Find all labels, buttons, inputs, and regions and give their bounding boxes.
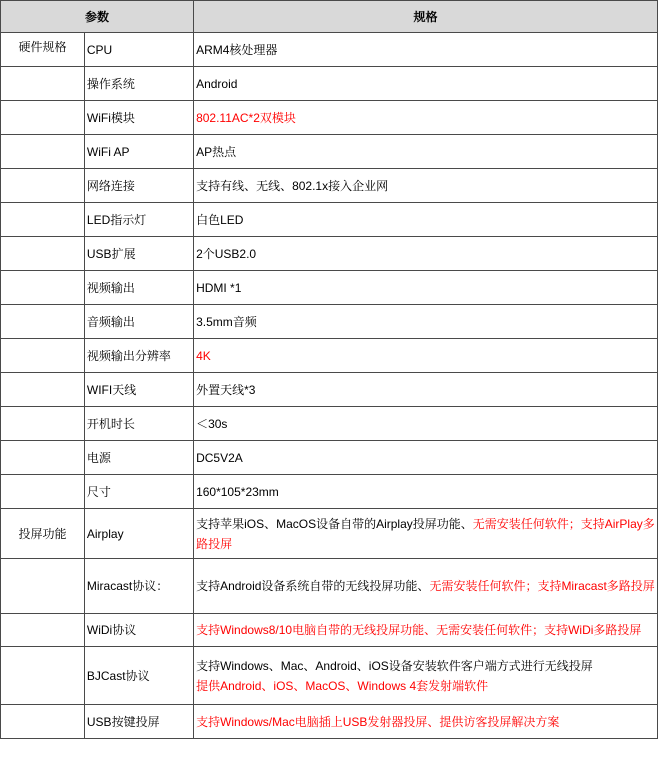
spec-cell: 外置天线*3	[194, 373, 658, 407]
spec-cell: ＜30s	[194, 407, 658, 441]
spec-text-highlight: 提供Android、iOS、MacOS、Windows 4套发射端软件	[196, 678, 489, 693]
table-row	[1, 101, 658, 135]
table-row	[1, 705, 658, 739]
spec-text-highlight: 无需安装任何软件；支持Miracast多路投屏	[429, 579, 655, 593]
group-cell	[1, 305, 85, 339]
param-cell: WiFi模块	[84, 101, 193, 135]
table-row	[1, 237, 658, 271]
spec-cell: AP热点	[194, 135, 658, 169]
table-row	[1, 305, 658, 339]
spec-cell	[194, 509, 658, 559]
spec-cell: HDMI *1	[194, 271, 658, 305]
table-row	[1, 33, 658, 67]
param-cell: 视频输出分辨率	[84, 339, 193, 373]
param-cell: USB按键投屏	[84, 705, 193, 739]
table-row	[1, 169, 658, 203]
group-cell	[1, 67, 85, 101]
spec-cell-highlight: 支持Windows/Mac电脑插上USB发射器投屏、提供访客投屏解决方案	[194, 705, 658, 739]
spec-cell	[194, 559, 658, 614]
table-row	[1, 67, 658, 101]
group-cell	[1, 101, 85, 135]
table-row	[1, 509, 658, 559]
spec-cell: Android	[194, 67, 658, 101]
group-cell	[1, 339, 85, 373]
group-cell	[1, 271, 85, 305]
spec-text-highlight: 无需安装任何软件；支持AirPlay多路投屏	[196, 516, 655, 551]
param-cell: WiFi AP	[84, 135, 193, 169]
param-cell: 电源	[84, 441, 193, 475]
table-row	[1, 614, 658, 647]
param-cell: 网络连接	[84, 169, 193, 203]
group-cell	[1, 475, 85, 509]
group-cell	[1, 647, 85, 705]
table-row	[1, 339, 658, 373]
group-cell	[1, 407, 85, 441]
spec-cell: ARM4核处理器	[194, 33, 658, 67]
param-cell: 操作系统	[84, 67, 193, 101]
table-row	[1, 441, 658, 475]
table-row	[1, 373, 658, 407]
group-cell	[1, 169, 85, 203]
param-cell: USB扩展	[84, 237, 193, 271]
spec-cell: 2个USB2.0	[194, 237, 658, 271]
group-cell	[1, 614, 85, 647]
spec-text: 支持苹果iOS、MacOS设备自带的Airplay投屏功能、	[196, 516, 473, 531]
param-cell: 开机时长	[84, 407, 193, 441]
spec-cell: 160*105*23mm	[194, 475, 658, 509]
group-cell	[1, 237, 85, 271]
group-cell	[1, 705, 85, 739]
param-cell: BJCast协议	[84, 647, 193, 705]
table-row	[1, 647, 658, 705]
spec-cell: DC5V2A	[194, 441, 658, 475]
group-cell	[1, 373, 85, 407]
spec-cell: 支持有线、无线、802.1x接入企业网	[194, 169, 658, 203]
group-hardware: 硬件规格	[1, 33, 85, 67]
table-row	[1, 475, 658, 509]
group-cell	[1, 203, 85, 237]
spec-cell-highlight: 802.11AC*2双模块	[194, 101, 658, 135]
spec-cell-highlight: 支持Windows8/10电脑自带的无线投屏功能、无需安装任何软件；支持WiDi多路投屏	[194, 614, 658, 647]
table-row	[1, 559, 658, 614]
param-cell: LED指示灯	[84, 203, 193, 237]
spec-cell: 3.5mm音频	[194, 305, 658, 339]
param-cell: Miracast协议：	[84, 559, 193, 614]
table-header-row	[1, 1, 658, 33]
param-cell: 视频输出	[84, 271, 193, 305]
group-cell	[1, 559, 85, 614]
table-row	[1, 271, 658, 305]
param-cell: WiDi协议	[84, 614, 193, 647]
table-row	[1, 203, 658, 237]
spec-cell: 白色LED	[194, 203, 658, 237]
header-param: 参数	[1, 1, 194, 33]
param-cell: 尺寸	[84, 475, 193, 509]
spec-cell-highlight: 4K	[194, 339, 658, 373]
param-cell: CPU	[84, 33, 193, 67]
table-row	[1, 407, 658, 441]
param-cell: Airplay	[84, 509, 193, 559]
group-casting: 投屏功能	[1, 509, 85, 559]
spec-text: 支持Windows、Mac、Android、iOS设备安装软件客户端方式进行无线投屏	[196, 658, 593, 673]
group-cell	[1, 441, 85, 475]
spec-cell	[194, 647, 658, 705]
param-cell: WIFI天线	[84, 373, 193, 407]
spec-text: 支持Android设备系统自带的无线投屏功能、	[196, 579, 430, 593]
table-row	[1, 135, 658, 169]
param-cell: 音频输出	[84, 305, 193, 339]
header-spec: 规格	[194, 1, 658, 33]
group-cell	[1, 135, 85, 169]
